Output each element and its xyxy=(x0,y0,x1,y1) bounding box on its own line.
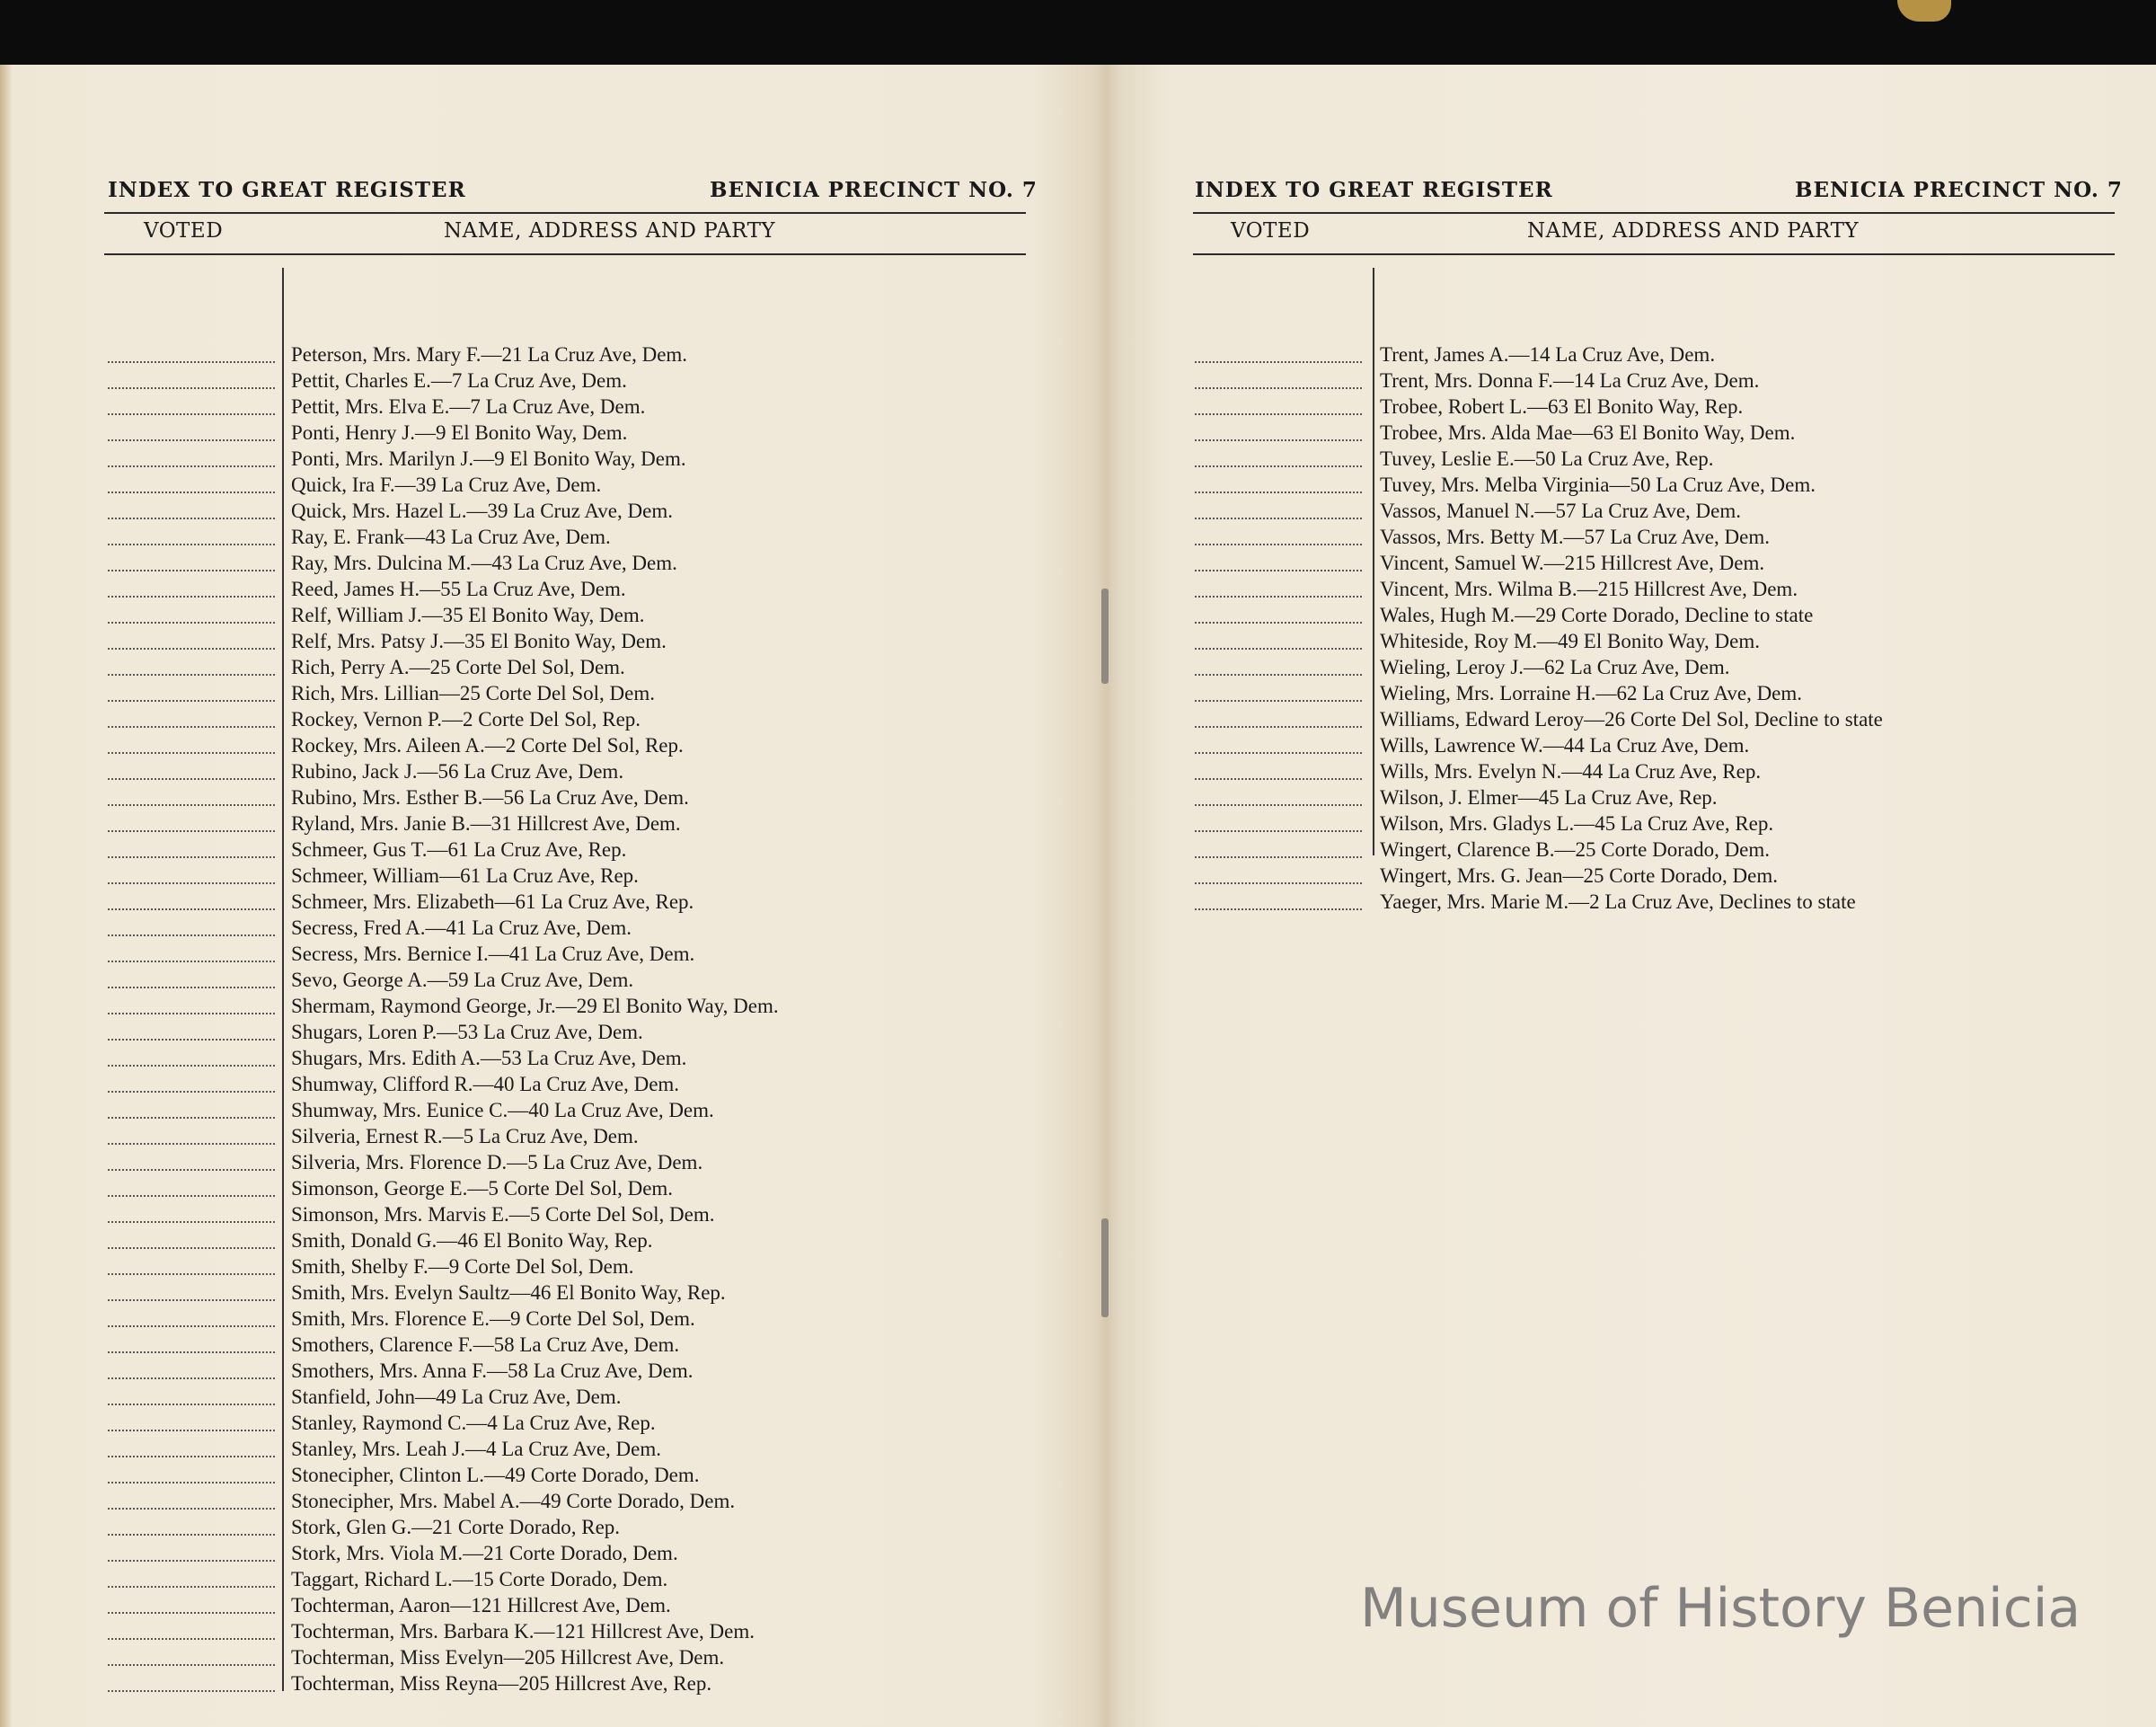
voted-line xyxy=(108,465,275,467)
entry-name-address-party: Vassos, Mrs. Betty M.—57 La Cruz Ave, Dem. xyxy=(1380,526,1770,548)
entry-name-address-party: Tochterman, Miss Evelyn—205 Hillcrest Ave, Dem. xyxy=(291,1646,725,1669)
entry-name-address-party: Wingert, Mrs. G. Jean—25 Corte Dorado, Dem. xyxy=(1380,864,1779,887)
register-entry xyxy=(0,1045,1100,1071)
voted-line xyxy=(1195,492,1362,493)
register-entry xyxy=(1107,654,2156,680)
register-entry xyxy=(1107,394,2156,420)
voted-line xyxy=(1195,804,1362,806)
left-header-title: INDEX TO GREAT REGISTER xyxy=(108,178,466,202)
voted-line xyxy=(108,1456,275,1457)
register-entry xyxy=(0,1592,1100,1618)
voted-line xyxy=(108,1664,275,1666)
entry-name-address-party: Peterson, Mrs. Mary F.—21 La Cruz Ave, Dem. xyxy=(291,343,688,366)
entry-name-address-party: Smith, Mrs. Evelyn Saultz—46 El Bonito Way, Rep. xyxy=(291,1281,726,1304)
voted-line xyxy=(108,987,275,988)
entry-name-address-party: Schmeer, William—61 La Cruz Ave, Rep. xyxy=(291,864,639,887)
register-entry xyxy=(0,1175,1100,1201)
register-entry xyxy=(0,394,1100,420)
register-entry xyxy=(0,1123,1100,1149)
entry-name-address-party: Tochterman, Mrs. Barbara K.—121 Hillcrest Ave, Dem. xyxy=(291,1620,755,1643)
voted-line xyxy=(1195,700,1362,702)
voted-line xyxy=(1195,830,1362,832)
voted-line xyxy=(108,1638,275,1640)
register-entry xyxy=(0,1436,1100,1462)
entry-name-address-party: Wieling, Leroy J.—62 La Cruz Ave, Dem. xyxy=(1380,656,1730,678)
entry-name-address-party: Simonson, Mrs. Marvis E.—5 Corte Del Sol, Dem. xyxy=(291,1203,715,1226)
entry-name-address-party: Secress, Fred A.—41 La Cruz Ave, Dem. xyxy=(291,917,632,939)
left-col-voted: VOTED xyxy=(144,219,224,243)
scanner-border xyxy=(0,0,2156,65)
register-entry xyxy=(0,1462,1100,1488)
register-entry xyxy=(1107,706,2156,732)
entry-name-address-party: Shugars, Loren P.—53 La Cruz Ave, Dem. xyxy=(291,1021,643,1043)
register-entry xyxy=(0,420,1100,446)
voted-line xyxy=(108,492,275,493)
register-entry xyxy=(0,602,1100,628)
register-entry xyxy=(0,1540,1100,1566)
register-entry xyxy=(1107,784,2156,810)
entry-name-address-party: Rich, Perry A.—25 Corte Del Sol, Dem. xyxy=(291,656,625,678)
voted-line xyxy=(108,726,275,728)
entry-name-address-party: Rockey, Mrs. Aileen A.—2 Corte Del Sol, Rep. xyxy=(291,734,684,757)
register-entry xyxy=(0,524,1100,550)
entry-name-address-party: Smothers, Clarence F.—58 La Cruz Ave, Dem. xyxy=(291,1333,680,1356)
voted-line xyxy=(1195,648,1362,650)
register-entry xyxy=(1107,498,2156,524)
voted-line xyxy=(1195,778,1362,780)
register-entry xyxy=(0,576,1100,602)
register-entry xyxy=(1107,810,2156,837)
voted-line xyxy=(108,622,275,624)
register-entry xyxy=(0,993,1100,1019)
entry-name-address-party: Secress, Mrs. Bernice I.—41 La Cruz Ave, Dem. xyxy=(291,943,695,965)
register-entry xyxy=(0,784,1100,810)
register-entry xyxy=(0,472,1100,498)
entry-name-address-party: Trent, James A.—14 La Cruz Ave, Dem. xyxy=(1380,343,1716,366)
voted-line xyxy=(1195,856,1362,858)
entry-name-address-party: Stanfield, John—49 La Cruz Ave, Dem. xyxy=(291,1386,622,1408)
register-entry xyxy=(0,1514,1100,1540)
register-entry xyxy=(0,1201,1100,1227)
right-header-title: INDEX TO GREAT REGISTER xyxy=(1195,178,1553,202)
register-entry xyxy=(1107,420,2156,446)
register-entry xyxy=(1107,863,2156,889)
voted-line xyxy=(108,1195,275,1197)
entry-name-address-party: Schmeer, Gus T.—61 La Cruz Ave, Rep. xyxy=(291,838,627,861)
voted-line xyxy=(1195,752,1362,754)
entry-name-address-party: Smith, Shelby F.—9 Corte Del Sol, Dem. xyxy=(291,1255,634,1278)
register-entry xyxy=(0,1227,1100,1253)
register-entry xyxy=(0,1149,1100,1175)
register-entry xyxy=(0,1644,1100,1670)
entry-name-address-party: Stork, Glen G.—21 Corte Dorado, Rep. xyxy=(291,1516,621,1538)
voted-line xyxy=(108,1377,275,1379)
voted-line xyxy=(108,1586,275,1588)
entry-name-address-party: Simonson, George E.—5 Corte Del Sol, Dem. xyxy=(291,1177,674,1200)
register-entry xyxy=(0,1332,1100,1358)
entry-name-address-party: Relf, Mrs. Patsy J.—35 El Bonito Way, Dem. xyxy=(291,630,667,652)
register-entry xyxy=(0,863,1100,889)
voted-line xyxy=(108,596,275,598)
register-entry xyxy=(1107,368,2156,394)
voted-line xyxy=(108,544,275,545)
voted-line xyxy=(108,1273,275,1275)
voted-line xyxy=(108,830,275,832)
entry-name-address-party: Yaeger, Mrs. Marie M.—2 La Cruz Ave, Declines to state xyxy=(1380,890,1856,913)
register-entry xyxy=(0,1019,1100,1045)
entry-name-address-party: Ray, Mrs. Dulcina M.—43 La Cruz Ave, Dem. xyxy=(291,552,677,574)
voted-line xyxy=(108,518,275,519)
register-entry xyxy=(0,1618,1100,1644)
register-entry xyxy=(1107,889,2156,915)
entry-name-address-party: Trent, Mrs. Donna F.—14 La Cruz Ave, Dem. xyxy=(1380,369,1760,392)
register-entry xyxy=(1107,837,2156,863)
entry-name-address-party: Pettit, Charles E.—7 La Cruz Ave, Dem. xyxy=(291,369,627,392)
left-header-precinct: BENICIA PRECINCT NO. 7 xyxy=(710,178,1038,202)
entry-name-address-party: Ryland, Mrs. Janie B.—31 Hillcrest Ave, Dem. xyxy=(291,812,681,835)
voted-line xyxy=(1195,570,1362,571)
voted-line xyxy=(1195,544,1362,545)
voted-line xyxy=(1195,465,1362,467)
entry-name-address-party: Wills, Mrs. Evelyn N.—44 La Cruz Ave, Rep. xyxy=(1380,760,1762,783)
entry-name-address-party: Tuvey, Mrs. Melba Virginia—50 La Cruz Ave, Dem. xyxy=(1380,474,1816,496)
voted-line xyxy=(108,1351,275,1353)
right-page xyxy=(1107,65,2156,1727)
voted-line xyxy=(108,1117,275,1119)
voted-line xyxy=(108,1143,275,1145)
voted-line xyxy=(108,413,275,415)
voted-line xyxy=(108,961,275,962)
voted-line xyxy=(1195,518,1362,519)
voted-line xyxy=(108,1065,275,1067)
entry-name-address-party: Tuvey, Leslie E.—50 La Cruz Ave, Rep. xyxy=(1380,447,1714,470)
entry-name-address-party: Quick, Mrs. Hazel L.—39 La Cruz Ave, Dem. xyxy=(291,500,673,522)
voted-line xyxy=(108,882,275,884)
register-entry xyxy=(0,915,1100,941)
voted-line xyxy=(108,1690,275,1692)
entry-name-address-party: Shermam, Raymond George, Jr.—29 El Bonito Way, Dem. xyxy=(291,995,779,1017)
entry-name-address-party: Reed, James H.—55 La Cruz Ave, Dem. xyxy=(291,578,626,600)
entry-name-address-party: Taggart, Richard L.—15 Corte Dorado, Dem. xyxy=(291,1568,668,1590)
entry-name-address-party: Stanley, Raymond C.—4 La Cruz Ave, Rep. xyxy=(291,1412,656,1434)
register-entry xyxy=(0,1071,1100,1097)
left-entry-list xyxy=(0,341,1100,1696)
voted-line xyxy=(108,1482,275,1483)
entry-name-address-party: Whiteside, Roy M.—49 El Bonito Way, Dem. xyxy=(1380,630,1760,652)
register-entry xyxy=(0,654,1100,680)
register-entry xyxy=(1107,680,2156,706)
register-entry xyxy=(0,1670,1100,1696)
entry-name-address-party: Silveria, Ernest R.—5 La Cruz Ave, Dem. xyxy=(291,1125,639,1147)
entry-name-address-party: Silveria, Mrs. Florence D.—5 La Cruz Ave, Dem. xyxy=(291,1151,703,1173)
voted-line xyxy=(108,439,275,441)
entry-name-address-party: Trobee, Mrs. Alda Mae—63 El Bonito Way, Dem. xyxy=(1380,421,1796,444)
entry-name-address-party: Wales, Hugh M.—29 Corte Dorado, Decline to state xyxy=(1380,604,1814,626)
voted-line xyxy=(108,1091,275,1093)
voted-line xyxy=(108,856,275,858)
entry-name-address-party: Vassos, Manuel N.—57 La Cruz Ave, Dem. xyxy=(1380,500,1742,522)
voted-line xyxy=(1195,387,1362,389)
entry-name-address-party: Wills, Lawrence W.—44 La Cruz Ave, Dem. xyxy=(1380,734,1750,757)
entry-name-address-party: Rich, Mrs. Lillian—25 Corte Del Sol, Dem. xyxy=(291,682,656,704)
register-entry xyxy=(0,837,1100,863)
register-entry xyxy=(0,1253,1100,1280)
register-entry xyxy=(0,941,1100,967)
register-entry xyxy=(0,1306,1100,1332)
voted-line xyxy=(108,387,275,389)
register-entry xyxy=(0,1410,1100,1436)
voted-line xyxy=(108,1560,275,1562)
entry-name-address-party: Wieling, Mrs. Lorraine H.—62 La Cruz Ave, Dem. xyxy=(1380,682,1803,704)
entry-name-address-party: Tochterman, Miss Reyna—205 Hillcrest Ave, Rep. xyxy=(291,1672,712,1695)
register-entry xyxy=(0,706,1100,732)
register-entry xyxy=(1107,602,2156,628)
left-header-rule xyxy=(104,212,1026,214)
register-entry xyxy=(1107,550,2156,576)
entry-name-address-party: Wilson, J. Elmer—45 La Cruz Ave, Rep. xyxy=(1380,786,1718,809)
voted-line xyxy=(108,908,275,910)
voted-line xyxy=(1195,674,1362,676)
register-entry xyxy=(0,1280,1100,1306)
voted-line xyxy=(1195,908,1362,910)
right-col-name: NAME, ADDRESS AND PARTY xyxy=(1527,219,1860,243)
voted-line xyxy=(108,1039,275,1041)
entry-name-address-party: Sevo, George A.—59 La Cruz Ave, Dem. xyxy=(291,969,634,991)
register-entry xyxy=(0,498,1100,524)
voted-line xyxy=(1195,439,1362,441)
register-entry xyxy=(1107,758,2156,784)
entry-name-address-party: Ponti, Mrs. Marilyn J.—9 El Bonito Way, Dem. xyxy=(291,447,686,470)
voted-line xyxy=(108,1534,275,1536)
entry-name-address-party: Shumway, Clifford R.—40 La Cruz Ave, Dem. xyxy=(291,1073,680,1095)
register-entry xyxy=(0,1566,1100,1592)
entry-name-address-party: Tochterman, Aaron—121 Hillcrest Ave, Dem. xyxy=(291,1594,671,1616)
entry-name-address-party: Ray, E. Frank—43 La Cruz Ave, Dem. xyxy=(291,526,611,548)
register-entry xyxy=(0,732,1100,758)
entry-name-address-party: Rubino, Jack J.—56 La Cruz Ave, Dem. xyxy=(291,760,624,783)
register-entry xyxy=(0,680,1100,706)
voted-line xyxy=(108,1221,275,1223)
left-page xyxy=(0,65,1100,1727)
register-entry xyxy=(1107,628,2156,654)
voted-line xyxy=(108,1430,275,1431)
right-header-rule xyxy=(1193,212,2115,214)
voted-line xyxy=(1195,726,1362,728)
register-entry xyxy=(0,1384,1100,1410)
voted-line xyxy=(108,1325,275,1327)
voted-line xyxy=(108,804,275,806)
voted-line xyxy=(1195,596,1362,598)
register-entry xyxy=(0,810,1100,837)
voted-line xyxy=(1195,413,1362,415)
entry-name-address-party: Wilson, Mrs. Gladys L.—45 La Cruz Ave, Rep. xyxy=(1380,812,1774,835)
voted-line xyxy=(108,674,275,676)
entry-name-address-party: Shugars, Mrs. Edith A.—53 La Cruz Ave, Dem. xyxy=(291,1047,687,1069)
voted-line xyxy=(108,934,275,936)
right-column-rule xyxy=(1193,253,2115,255)
register-entry xyxy=(1107,446,2156,472)
register-entry xyxy=(1107,576,2156,602)
register-entry xyxy=(0,1097,1100,1123)
register-entry xyxy=(0,1488,1100,1514)
voted-line xyxy=(108,1299,275,1301)
entry-name-address-party: Smith, Donald G.—46 El Bonito Way, Rep. xyxy=(291,1229,653,1252)
register-entry xyxy=(0,446,1100,472)
entry-name-address-party: Pettit, Mrs. Elva E.—7 La Cruz Ave, Dem. xyxy=(291,395,646,418)
entry-name-address-party: Shumway, Mrs. Eunice C.—40 La Cruz Ave, Dem. xyxy=(291,1099,714,1121)
right-entry-list xyxy=(1107,341,2156,915)
entry-name-address-party: Schmeer, Mrs. Elizabeth—61 La Cruz Ave, Rep. xyxy=(291,890,694,913)
voted-line xyxy=(1195,361,1362,363)
register-entry xyxy=(0,368,1100,394)
entry-name-address-party: Stonecipher, Mrs. Mabel A.—49 Corte Dorado, Dem. xyxy=(291,1490,736,1512)
left-column-rule xyxy=(104,253,1026,255)
entry-name-address-party: Williams, Edward Leroy—26 Corte Del Sol, Decline to state xyxy=(1380,708,1883,731)
register-entry xyxy=(0,967,1100,993)
entry-name-address-party: Stonecipher, Clinton L.—49 Corte Dorado, Dem. xyxy=(291,1464,700,1486)
entry-name-address-party: Quick, Ira F.—39 La Cruz Ave, Dem. xyxy=(291,474,602,496)
voted-line xyxy=(108,700,275,702)
register-entry xyxy=(1107,341,2156,368)
entry-name-address-party: Smothers, Mrs. Anna F.—58 La Cruz Ave, Dem. xyxy=(291,1359,694,1382)
voted-line xyxy=(108,361,275,363)
voted-line xyxy=(108,778,275,780)
voted-line xyxy=(108,1169,275,1171)
entry-name-address-party: Vincent, Samuel W.—215 Hillcrest Ave, Dem. xyxy=(1380,552,1765,574)
left-col-name: NAME, ADDRESS AND PARTY xyxy=(444,219,776,243)
entry-name-address-party: Relf, William J.—35 El Bonito Way, Dem. xyxy=(291,604,645,626)
right-header-precinct: BENICIA PRECINCT NO. 7 xyxy=(1795,178,2123,202)
voted-line xyxy=(108,1508,275,1510)
voted-line xyxy=(1195,622,1362,624)
register-entry xyxy=(0,341,1100,368)
entry-name-address-party: Trobee, Robert L.—63 El Bonito Way, Rep. xyxy=(1380,395,1744,418)
entry-name-address-party: Rubino, Mrs. Esther B.—56 La Cruz Ave, Dem. xyxy=(291,786,689,809)
entry-name-address-party: Ponti, Henry J.—9 El Bonito Way, Dem. xyxy=(291,421,628,444)
voted-line xyxy=(1195,882,1362,884)
voted-line xyxy=(108,648,275,650)
register-entry xyxy=(0,758,1100,784)
register-entry xyxy=(0,550,1100,576)
entry-name-address-party: Vincent, Mrs. Wilma B.—215 Hillcrest Ave, Dem. xyxy=(1380,578,1798,600)
entry-name-address-party: Smith, Mrs. Florence E.—9 Corte Del Sol, Dem. xyxy=(291,1307,695,1330)
voted-line xyxy=(108,752,275,754)
right-col-voted: VOTED xyxy=(1231,219,1311,243)
voted-line xyxy=(108,1013,275,1014)
entry-name-address-party: Stork, Mrs. Viola M.—21 Corte Dorado, Dem. xyxy=(291,1542,678,1564)
register-entry xyxy=(1107,472,2156,498)
entry-name-address-party: Wingert, Clarence B.—25 Corte Dorado, Dem. xyxy=(1380,838,1771,861)
entry-name-address-party: Stanley, Mrs. Leah J.—4 La Cruz Ave, Dem. xyxy=(291,1438,661,1460)
entry-name-address-party: Rockey, Vernon P.—2 Corte Del Sol, Rep. xyxy=(291,708,641,731)
register-entry xyxy=(0,628,1100,654)
voted-line xyxy=(108,1247,275,1249)
voted-line xyxy=(108,1404,275,1405)
register-entry xyxy=(0,1358,1100,1384)
register-entry xyxy=(0,889,1100,915)
register-entry xyxy=(1107,732,2156,758)
register-entry xyxy=(1107,524,2156,550)
watermark: Museum of History Benicia xyxy=(1360,1577,2081,1640)
voted-line xyxy=(108,570,275,571)
voted-line xyxy=(108,1612,275,1614)
